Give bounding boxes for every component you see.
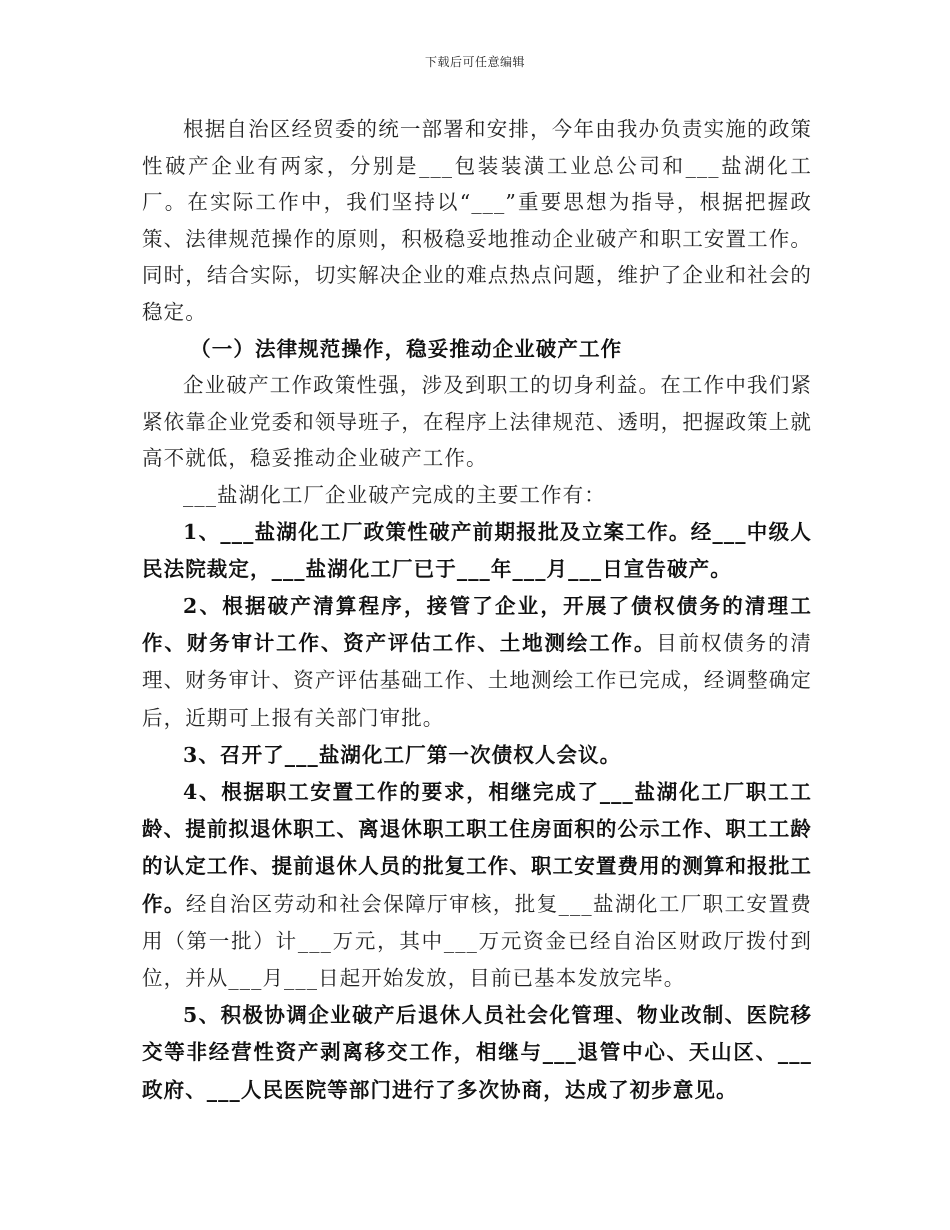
list-item-3-bold: 3、召开了___盐湖化工厂第一次债权人会议。 <box>183 742 622 767</box>
list-item-2 <box>142 588 812 737</box>
intro-paragraph: 根据自治区经贸委的统一部署和安排，今年由我办负责实施的政策性破产企业有两家，分别是___包装装潢工业总公司和___盐湖化工厂。在实际工作中，我们坚持以“___”重要思想为指导，根据把握政策、法律规范操作的原则，积极稳妥地推动企业破产和职工安置工作。同时，结合实际，切实解决企业的难点热点问题，维护了企业和社会的稳定。 <box>142 117 812 324</box>
list-item-4-normal: 经自治区劳动和社会保障厅审核，批复___盐湖化工厂职工安置费用（第一批）计___万元，其中___万元资金已经自治区财政厅拨付到位，并从___月___日起开始发放，目前已基本发放完毕。 <box>142 891 812 990</box>
list-item-4 <box>142 774 812 997</box>
list-item-4-bold: 4、根据职工安置工作的要求，相继完成了___盐湖化工厂职工工龄、提前拟退休职工、离退休职工职工住房面积的公示工作、职工工龄的认定工作、提前退休人员的批复工作、职工安置费用的测算和报批工作。 <box>142 779 812 916</box>
list-item-5 <box>142 997 812 1109</box>
list-item-2-normal: 目前权债务的清理、财务审计、资产评估基础工作、土地测绘工作已完成，经调整确定后，近期可上报有关部门审批。 <box>142 631 812 730</box>
section-paragraph: 企业破产工作政策性强，涉及到职工的切身利益。在工作中我们紧紧依靠企业党委和领导班子，在程序上法律规范、透明，把握政策上就高不就低，稳妥推动企业破产工作。 <box>142 373 812 471</box>
page-header: 下载后可任意编辑 <box>424 55 525 69</box>
list-item-1-bold: 1、___盐湖化工厂政策性破产前期报批及立案工作。经___中级人民法院裁定，___盐湖化工厂已于___年___月___日宣告破产。 <box>142 519 812 581</box>
list-item-5-bold: 5、积极协调企业破产后退休人员社会化管理、物业改制、医院移交等非经营性资产剥离移交工作，相继与___退管中心、天山区、___政府、___人民医院等部门进行了多次协商，达成了初步意见。 <box>142 1003 812 1102</box>
section-heading: （一）法律规范操作，稳妥推动企业破产工作 <box>190 336 623 361</box>
list-item-3 <box>142 737 812 774</box>
work-list-intro: ___盐湖化工厂企业破产完成的主要工作有： <box>183 482 606 507</box>
list-item-2-bold: 2、根据破产清算程序，接管了企业，开展了债权债务的清理工作、财务审计工作、资产评估工作、土地测绘工作。 <box>142 593 812 656</box>
document-body <box>142 111 812 1109</box>
list-item-1 <box>142 514 812 588</box>
